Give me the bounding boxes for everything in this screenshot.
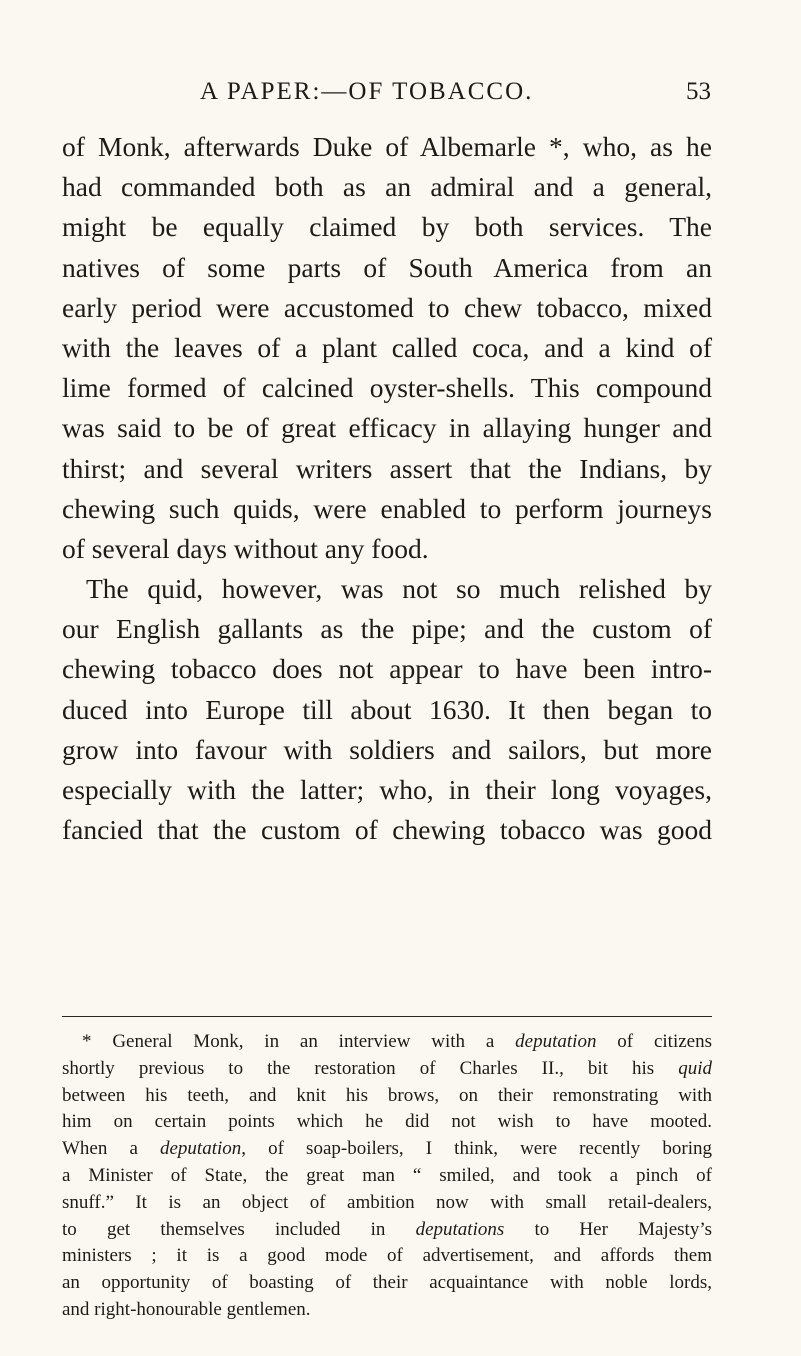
- body-line: thirst; and several writers assert that the Indians, by: [62, 452, 712, 484]
- footnote-text: to get themselves included in: [62, 1218, 416, 1240]
- footnote-text: shortly previous to the restoration of Charles II., bit his: [62, 1057, 679, 1079]
- footnote-line: [62, 1217, 712, 1244]
- body-line: especially with the latter; who, in their long voyages,: [62, 774, 712, 805]
- footnote-line: [62, 1056, 712, 1083]
- footnote-line: a Minister of State, the great man “ smiled, and took a pinch of: [62, 1164, 712, 1186]
- footnote-text: , of soap-boilers, I think, were recently boring: [241, 1138, 712, 1160]
- running-head: A PAPER:—OF TOBACCO.: [200, 78, 534, 105]
- footnote-line: an opportunity of boasting of their acquaintance with noble lords,: [62, 1272, 712, 1294]
- body-line: of Monk, afterwards Duke of Albemarle *, who, as he: [62, 131, 712, 162]
- footnote: [62, 1029, 712, 1324]
- body-line: of several days without any food.: [62, 532, 429, 564]
- body-line: with the leaves of a plant called coca, and a kind of: [62, 331, 712, 363]
- body-line: duced into Europe till about 1630. It then began to: [62, 693, 712, 725]
- footnote-line: [62, 1029, 712, 1056]
- footnote-line: him on certain points which he did not wish to have mooted.: [62, 1111, 712, 1133]
- body-line: The quid, however, was not so much relished by: [86, 573, 712, 605]
- body-line: our English gallants as the pipe; and the custom of: [62, 613, 712, 645]
- body-line: grow into favour with soldiers and sailors, but more: [62, 733, 712, 765]
- footnote-text: When a: [62, 1138, 160, 1160]
- footnote-line: [62, 1136, 712, 1163]
- body-line: had commanded both as an admiral and a general,: [62, 171, 712, 203]
- footnote-italic: quid: [678, 1057, 712, 1079]
- footnote-italic: deputation: [515, 1031, 597, 1052]
- body-text: [62, 127, 712, 850]
- body-line: chewing tobacco does not appear to have been intro-: [62, 653, 712, 685]
- footnote-line: snuff.” It is an object of ambition now with small retail-dealers,: [62, 1191, 712, 1213]
- body-line: natives of some parts of South America from an: [62, 251, 712, 283]
- footnote-line: and right-honourable gentlemen.: [62, 1298, 311, 1320]
- footnote-line: between his teeth, and knit his brows, on their remonstrating with: [62, 1084, 712, 1106]
- body-line: fancied that the custom of chewing tobacco was good: [62, 814, 712, 846]
- footnote-italic: deputation: [160, 1138, 242, 1160]
- body-line: lime formed of calcined oyster-shells. This compound: [62, 372, 712, 404]
- footnote-line: ministers ; it is a good mode of advertisement, and affords them: [62, 1245, 712, 1267]
- footnote-rule: [62, 1016, 712, 1017]
- body-line: early period were accustomed to chew tobacco, mixed: [62, 291, 712, 323]
- page-header: [0, 78, 801, 112]
- footnote-text: to Her Majesty’s: [504, 1218, 712, 1240]
- footnote-text: of citizens: [596, 1031, 712, 1052]
- page-number: 53: [686, 78, 711, 105]
- footnote-italic: deputations: [415, 1218, 505, 1240]
- body-line: might be equally claimed by both services. The: [62, 211, 712, 243]
- body-line: was said to be of great efficacy in allaying hunger and: [62, 412, 712, 444]
- body-line: chewing such quids, were enabled to perform journeys: [62, 492, 712, 524]
- footnote-text: * General Monk, in an interview with a: [82, 1031, 516, 1052]
